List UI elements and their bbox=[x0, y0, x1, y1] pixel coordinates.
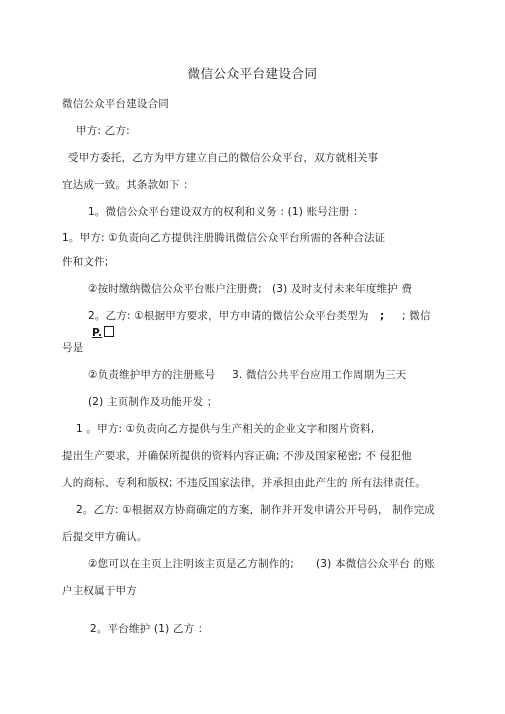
checkbox-glyph bbox=[104, 326, 114, 337]
section-2-party-b-line-3a: ②您可以在主页上注明该主页是乙方制作的; bbox=[88, 558, 294, 570]
section-1-heading: 1。微信公众平台建设双方的权利和义务 : (1) 账号注册 ： bbox=[88, 206, 364, 218]
section-1-party-b-line-4b: 3. 微信公共平台应用工作周期为三天 bbox=[232, 369, 407, 381]
parties-line: 甲方: 乙方: bbox=[76, 125, 130, 137]
section-2-heading: (2) 主页制作及功能开发 ； bbox=[88, 396, 218, 408]
section-1-party-a-line-1: 1。甲方: ①负责向乙方提供注册腾讯微信公众平台所需的各种合法证 bbox=[62, 232, 386, 244]
section-1-party-b-line-3: 号是 bbox=[62, 342, 84, 354]
section-1-party-b-line-1b: ; bbox=[380, 310, 385, 322]
section-2-party-a-line-2: 提出生产要求，并确保所提供的资料内容正确; 不涉及国家秘密; 不 侵犯他 bbox=[62, 450, 412, 462]
section-3-heading: 2。平台维护 (1) 乙方 ： bbox=[90, 623, 209, 635]
section-1-party-b-line-2 bbox=[92, 326, 114, 340]
section-2-party-b-line-3b: (3) 本微信公众平台 的账 bbox=[316, 558, 435, 570]
section-2-party-b-line-2: 后提交甲方确认。 bbox=[62, 531, 148, 543]
intro-line-2: 宜达成一致。其条款如下 ： bbox=[62, 179, 194, 191]
section-2-party-a-line-1: 1 。甲方: ①负责向乙方提供与生产相关的企业文字和图片资料, bbox=[76, 423, 375, 435]
intro-line-1: 受甲方委托，乙方为甲方建立自己的微信公众平台，双方就相关事 bbox=[68, 152, 379, 164]
section-1-party-b-line-1c: ; 微信 bbox=[402, 310, 431, 322]
section-1-party-b-line-4a: ②负责维护甲方的注册账号 bbox=[88, 369, 216, 381]
section-1-party-a-line-3b: (3) 及时支付未来年度维护 费 bbox=[272, 283, 413, 295]
section-2-party-b-line-1: 2。乙方: ①根据双方协商确定的方案，制作并开发申请公开号码， 制作完成 bbox=[76, 504, 436, 516]
account-type-marker: P. bbox=[92, 327, 103, 339]
section-2-party-a-line-3: 人的商标、专利和版权; 不违反国家法律，并承担由此产生的 所有法律责任。 bbox=[62, 477, 426, 489]
section-1-party-b-line-1a: 2。乙方: ①根据甲方要求，甲方申请的微信公众平台类型为 bbox=[88, 310, 369, 322]
section-1-party-a-line-3a: ②按时缴纳微信公众平台账户注册费; bbox=[88, 283, 262, 295]
section-1-party-a-line-2: 件和文件; bbox=[62, 256, 109, 268]
document-subtitle: 微信公众平台建设合同 bbox=[62, 98, 169, 110]
section-2-party-b-line-4: 户主权属于甲方 bbox=[62, 585, 137, 597]
document-title: 微信公众平台建设合同 bbox=[187, 66, 318, 81]
